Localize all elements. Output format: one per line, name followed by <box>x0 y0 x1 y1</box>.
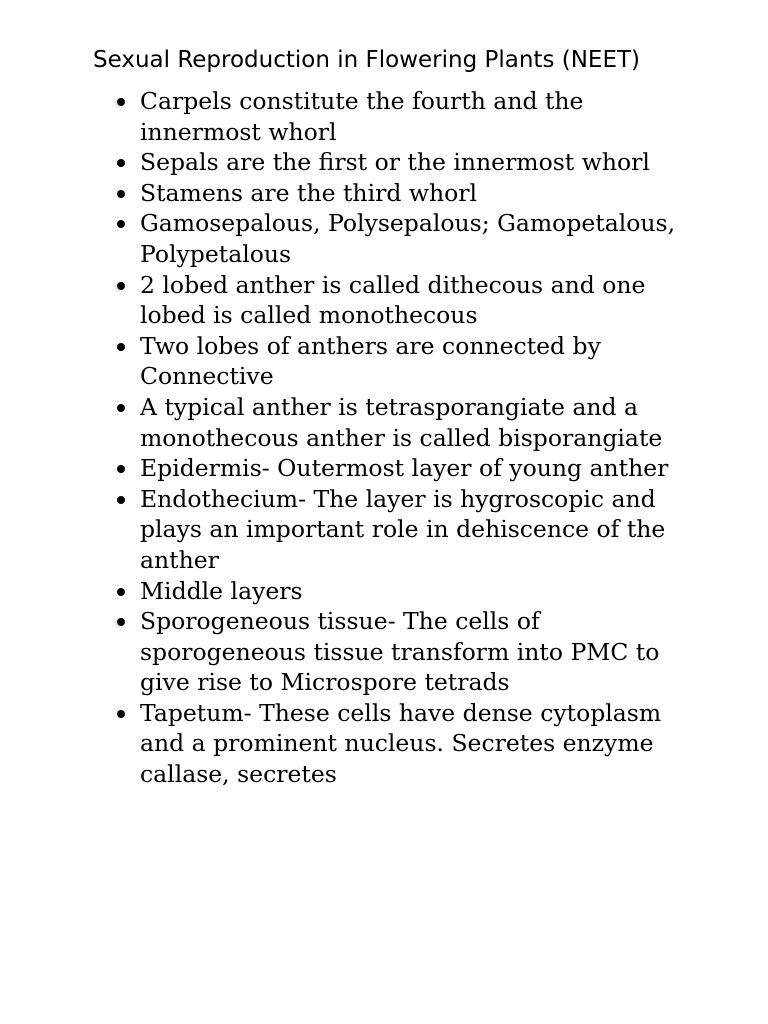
list-item-text: Two lobes of anthers are connected by Connective <box>140 331 601 391</box>
list-item <box>140 484 700 576</box>
list-item-text: Tapetum- These cells have dense cytoplasm and a prominent nucleus. Secretes enzyme callase, secretes <box>140 698 662 789</box>
list-item-text: 2 lobed anther is called dithecous and one lobed is called monothecous <box>140 270 646 330</box>
bullet-icon <box>117 404 125 412</box>
bullet-icon <box>117 343 125 351</box>
bullet-list <box>140 86 700 790</box>
list-item <box>140 453 700 484</box>
bullet-icon <box>117 220 125 228</box>
list-item <box>140 270 700 331</box>
document-title: Sexual Reproduction in Flowering Plants (NEET) <box>93 47 641 73</box>
list-item-text: Sepals are the first or the innermost whorl <box>140 148 650 177</box>
list-item <box>140 208 700 269</box>
list-item-text: A typical anther is tetrasporangiate and a monothecous anther is called bisporangiate <box>140 392 663 452</box>
list-item <box>140 392 700 453</box>
bullet-icon <box>117 496 125 504</box>
bullet-icon <box>117 98 125 106</box>
bullet-icon <box>117 282 125 290</box>
list-item <box>140 576 700 607</box>
list-item <box>140 698 700 790</box>
list-item-text: Middle layers <box>140 576 303 605</box>
bullet-icon <box>117 588 125 596</box>
bullet-icon <box>117 159 125 167</box>
bullet-icon <box>117 465 125 473</box>
list-item-text: Stamens are the third whorl <box>140 178 477 207</box>
list-item-text: Gamosepalous, Polysepalous; Gamopetalous, Polypetalous <box>140 209 676 268</box>
list-item-text: Carpels constitute the fourth and the innermost whorl <box>140 87 584 146</box>
list-item-text: Endothecium- The layer is hygroscopic and plays an important role in dehiscence of the anther <box>140 484 666 574</box>
list-item <box>140 86 700 147</box>
list-item-text: Sporogeneous tissue- The cells of sporogeneous tissue transform into PMC to give rise to Microspore tetrads <box>140 607 660 697</box>
list-item <box>140 178 700 209</box>
list-item <box>140 606 700 698</box>
list-item <box>140 331 700 392</box>
list-item-text: Epidermis- Outermost layer of young anther <box>140 454 669 483</box>
bullet-icon <box>117 618 125 626</box>
list-item <box>140 147 700 178</box>
bullet-icon <box>117 190 125 198</box>
bullet-icon <box>117 710 125 718</box>
